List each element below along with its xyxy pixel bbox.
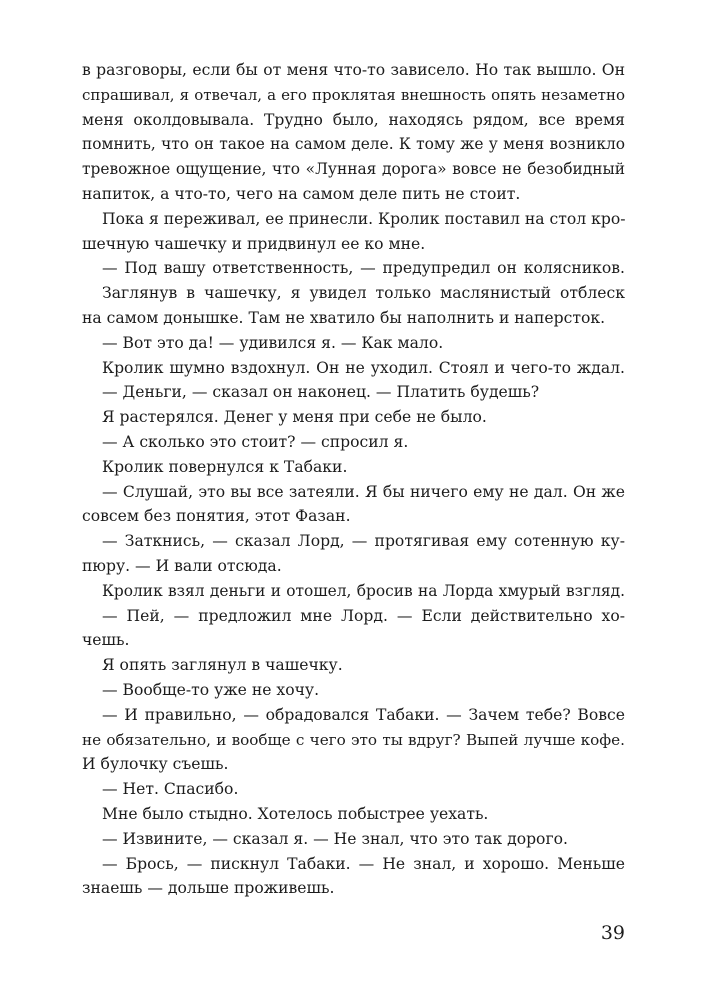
text-line: Кролик взял деньги и отошел, бросив на Лорда хмурый взгляд.: [102, 581, 625, 600]
text-line: на самом донышке. Там не хватило бы наполнить и наперсток.: [82, 308, 606, 327]
text-line: Я растерялся. Денег у меня при себе не было.: [102, 408, 487, 427]
text-line: — Слушай, это вы все затеяли. Я бы ничего ему не дал. Он же: [102, 482, 625, 501]
text-line: пюру. — И вали отсюда.: [82, 556, 282, 575]
text-line: не обязательно, и вообще с чего это ты вдруг? Выпей лучше кофе.: [82, 730, 625, 749]
text-line: — И правильно, — обрадовался Табаки. — Зачем тебе? Вовсе: [102, 705, 625, 724]
text-line: в разговоры, если бы от меня что-то зависело. Но так вышло. Он: [82, 61, 625, 79]
text-line: меня околдовывала. Трудно было, находясь рядом, все время: [82, 110, 625, 129]
text-line: Кролик шумно вздохнул. Он не уходил. Стоял и чего-то ждал.: [102, 358, 625, 377]
text-line: Заглянув в чашечку, я увидел только маслянистый отблеск: [102, 284, 625, 303]
text-line: — Вот это да! — удивился я. — Как мало.: [102, 333, 444, 352]
text-line: — Брось, — пискнул Табаки. — Не знал, и хорошо. Меньше: [102, 854, 625, 873]
text-line: И булочку съешь.: [82, 755, 229, 774]
text-line: — А сколько это стоит? — спросил я.: [102, 432, 409, 451]
text-line: Пока я переживал, ее принесли. Кролик поставил на стол кро-: [102, 209, 626, 228]
text-line: тревожное ощущение, что «Лунная дорога» вовсе не безобидный: [82, 160, 625, 179]
text-line: спрашивал, я отвечал, а его проклятая внешность опять незаметно: [82, 85, 625, 104]
text-line: — Под вашу ответственность, — предупредил он колясников.: [102, 259, 625, 278]
text-line: — Заткнись, — сказал Лорд, — протягивая ему сотенную ку-: [102, 532, 625, 551]
text-line: помнить, что он такое на самом деле. К тому же у меня возникло: [82, 135, 625, 154]
text-line: совсем без понятия, этот Фазан.: [82, 507, 351, 526]
text-line: Кролик повернулся к Табаки.: [102, 457, 348, 476]
text-line: — Пей, — предложил мне Лорд. — Если действительно хо-: [102, 606, 625, 625]
text-line: знаешь — дольше проживешь.: [82, 879, 335, 898]
page-number: 39: [600, 922, 625, 944]
text-line: чешь.: [82, 631, 130, 650]
body-text: [82, 58, 625, 901]
text-line: Мне было стыдно. Хотелось побыстрее уехать.: [102, 804, 489, 823]
text-line: — Вообще-то уже не хочу.: [102, 680, 320, 699]
text-line: шечную чашечку и придвинул ее ко мне.: [82, 234, 426, 253]
text-line: — Извините, — сказал я. — Не знал, что это так дорого.: [102, 829, 568, 848]
text-line: напиток, а что-то, чего на самом деле пить не стоит.: [82, 184, 521, 203]
text-line: — Нет. Спасибо.: [102, 780, 239, 799]
text-line: Я опять заглянул в чашечку.: [102, 656, 343, 675]
text-line: — Деньги, — сказал он наконец. — Платить будешь?: [102, 383, 540, 402]
